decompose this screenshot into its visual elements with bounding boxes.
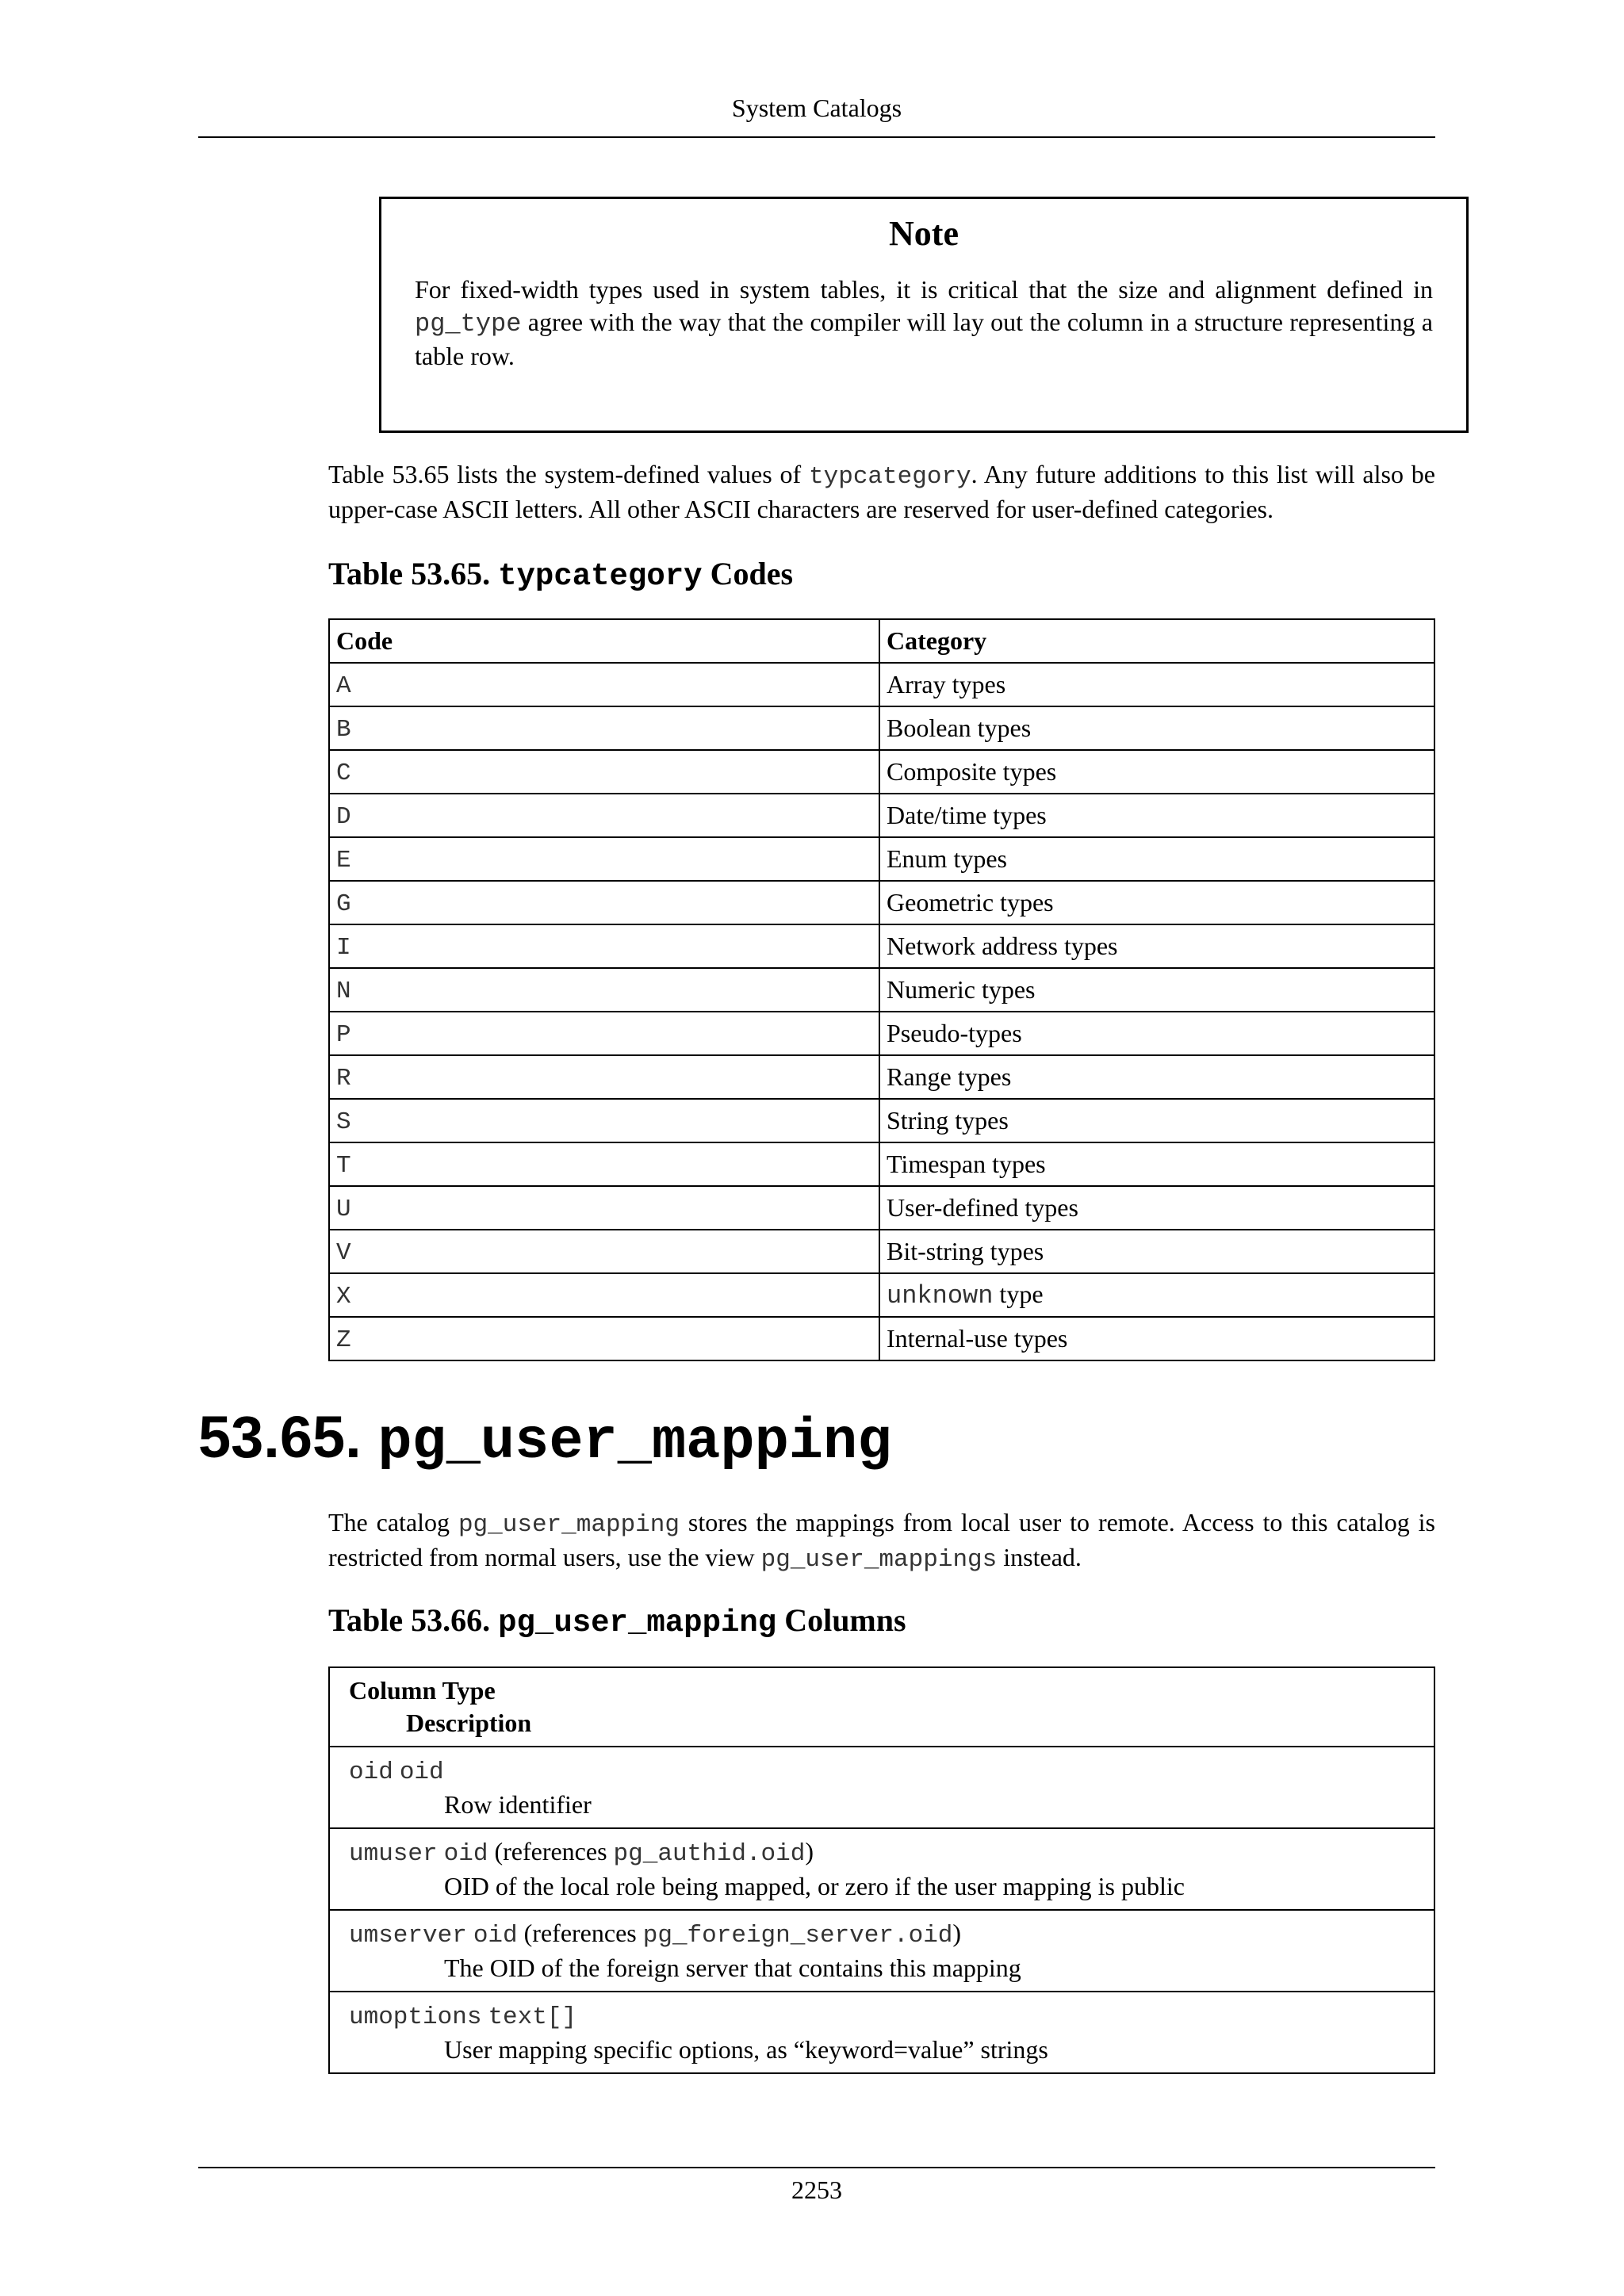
codes-table-header-row: [329, 619, 1434, 663]
note-title: Note: [889, 214, 959, 253]
column-entry-cell: [329, 1828, 1434, 1910]
code-cell: [329, 1186, 879, 1230]
category-value: User-defined types: [887, 1193, 1078, 1222]
category-value: Internal-use types: [887, 1324, 1068, 1353]
category-value: Composite types: [887, 757, 1057, 786]
table-row: [329, 750, 1434, 794]
note-inline-code: pg_type: [415, 309, 522, 339]
table-row: [329, 924, 1434, 968]
section-number: 53.65.: [198, 1404, 378, 1470]
caption-suffix: Columns: [776, 1602, 906, 1638]
columns-table-body: [329, 1747, 1434, 2073]
category-value: Timespan types: [887, 1150, 1046, 1178]
code-value: N: [336, 978, 351, 1005]
category-cell: [879, 881, 1434, 924]
running-header: System Catalogs: [731, 94, 902, 122]
caption-code: typcategory: [498, 559, 703, 594]
category-cell: [879, 837, 1434, 881]
table-row: [329, 1142, 1434, 1186]
intro-text-part: Table 53.65 lists the system-defined values of: [328, 460, 810, 488]
column-signature: [349, 1754, 1415, 1789]
codes-table-body: [329, 663, 1434, 1360]
column-name: umoptions: [349, 2003, 482, 2031]
category-cell: [879, 750, 1434, 794]
category-cell: [879, 1186, 1434, 1230]
code-value: I: [336, 934, 351, 962]
table-row: [329, 1992, 1434, 2073]
table-row: [329, 881, 1434, 924]
code-value: C: [336, 760, 351, 787]
section-title: [198, 1403, 891, 1475]
column-signature: [349, 1835, 1415, 1870]
code-value: R: [336, 1065, 351, 1093]
column-type: text[]: [488, 2003, 577, 2031]
category-cell: [879, 1230, 1434, 1273]
code-cell: [329, 1273, 879, 1317]
table-row: [329, 1910, 1434, 1992]
table-row: [329, 706, 1434, 750]
section-name: pg_user_mapping: [377, 1410, 892, 1475]
code-value: B: [336, 716, 351, 744]
table-row: [329, 1099, 1434, 1142]
category-value: Numeric types: [887, 975, 1036, 1004]
category-value: Date/time types: [887, 801, 1047, 829]
table-row: [329, 1747, 1434, 1828]
column-description: Row identifier: [444, 1790, 592, 1819]
section-text-part: instead.: [997, 1543, 1082, 1571]
code-cell: [329, 1012, 879, 1055]
column-name: oid: [349, 1758, 393, 1786]
category-value: Range types: [887, 1062, 1012, 1091]
code-cell: [329, 837, 879, 881]
page-number: 2253: [791, 2175, 842, 2204]
code-value: G: [336, 890, 351, 918]
reference-text: (references: [517, 1919, 643, 1947]
code-cell: [329, 1055, 879, 1099]
table-row: [329, 1230, 1434, 1273]
code-value: U: [336, 1196, 351, 1223]
note-box: [379, 197, 1469, 433]
column-description: The OID of the foreign server that contains this mapping: [444, 1954, 1021, 1982]
category-cell: [879, 663, 1434, 706]
category-value: type: [993, 1280, 1044, 1308]
section-paragraph: [328, 1506, 1435, 1576]
header-rule: [198, 136, 1435, 138]
table-row: [329, 1317, 1434, 1360]
code-value: E: [336, 847, 351, 874]
code-value: P: [336, 1021, 351, 1049]
intro-paragraph: [328, 458, 1435, 526]
codes-table-caption: [328, 555, 793, 594]
category-value: Array types: [887, 670, 1006, 698]
column-type: oid: [399, 1758, 444, 1786]
columns-table: [328, 1667, 1435, 2074]
code-value: Z: [336, 1326, 351, 1354]
table-row: [329, 794, 1434, 837]
reference-target: pg_authid.oid: [613, 1840, 806, 1868]
category-cell: [879, 794, 1434, 837]
table-row: [329, 1828, 1434, 1910]
column-description: OID of the local role being mapped, or zero if the user mapping is public: [444, 1872, 1185, 1900]
column-entry-cell: [329, 1992, 1434, 2073]
note-text-part: For fixed-width types used in system tables, it is critical that the size and alignment defined in: [415, 275, 1433, 304]
caption-code: pg_user_mapping: [498, 1605, 777, 1640]
category-value: Enum types: [887, 844, 1007, 873]
column-signature: [349, 1917, 1415, 1952]
category-value: Bit-string types: [887, 1237, 1044, 1265]
code-cell: [329, 881, 879, 924]
category-cell: [879, 1012, 1434, 1055]
table-row: [329, 1055, 1434, 1099]
table-row: [329, 1186, 1434, 1230]
section-text-part: The catalog: [328, 1508, 458, 1536]
table-row: [329, 837, 1434, 881]
caption-suffix: Codes: [702, 556, 794, 591]
reference-text: ): [952, 1919, 962, 1947]
category-inline-code: unknown: [887, 1281, 994, 1311]
code-value: V: [336, 1239, 351, 1267]
column-signature: [349, 1999, 1415, 2034]
table-row: [329, 968, 1434, 1012]
columns-table-header-row: [329, 1667, 1434, 1747]
column-name: umserver: [349, 1922, 467, 1950]
column-description: User mapping specific options, as “keyword=value” strings: [444, 2035, 1048, 2064]
code-cell: [329, 1317, 879, 1360]
section-inline-code: pg_user_mapping: [458, 1511, 680, 1539]
code-value: S: [336, 1108, 351, 1136]
category-value: Geometric types: [887, 888, 1054, 916]
code-cell: [329, 706, 879, 750]
category-value: String types: [887, 1106, 1009, 1135]
category-cell: [879, 706, 1434, 750]
header-column-type: Column Type: [349, 1676, 496, 1705]
column-header-code: Code: [329, 619, 879, 663]
category-value: Boolean types: [887, 714, 1032, 742]
codes-table: [328, 618, 1435, 1361]
category-cell: [879, 1055, 1434, 1099]
intro-inline-code: typcategory: [809, 463, 971, 491]
code-cell: [329, 1142, 879, 1186]
footer-rule: [198, 2167, 1435, 2168]
code-cell: [329, 924, 879, 968]
table-row: [329, 663, 1434, 706]
column-type: oid: [473, 1922, 518, 1950]
column-type: oid: [443, 1840, 488, 1868]
code-cell: [329, 1230, 879, 1273]
code-value: X: [336, 1283, 351, 1311]
code-value: D: [336, 803, 351, 831]
code-cell: [329, 663, 879, 706]
code-cell: [329, 794, 879, 837]
note-text: [415, 274, 1433, 373]
category-value: Network address types: [887, 932, 1118, 960]
code-cell: [329, 1099, 879, 1142]
code-cell: [329, 750, 879, 794]
category-cell: [879, 1317, 1434, 1360]
column-name: umuser: [349, 1840, 438, 1868]
reference-text: (references: [488, 1837, 614, 1866]
category-cell: [879, 1273, 1434, 1317]
header-description: Description: [406, 1709, 532, 1737]
caption-prefix: Table 53.65.: [328, 556, 499, 591]
section-text-part: stores the mappings from local user to remote. Access to this catalog is restricted from normal users, use the view: [328, 1508, 1436, 1571]
code-value: A: [336, 672, 351, 700]
caption-prefix: Table 53.66.: [328, 1602, 499, 1638]
columns-table-header-cell: [329, 1667, 1434, 1747]
column-header-category: Category: [879, 619, 1434, 663]
column-entry-cell: [329, 1747, 1434, 1828]
category-cell: [879, 924, 1434, 968]
table-row: [329, 1012, 1434, 1055]
category-cell: [879, 968, 1434, 1012]
reference-text: ): [805, 1837, 814, 1866]
code-value: T: [336, 1152, 351, 1180]
category-value: Pseudo-types: [887, 1019, 1022, 1047]
code-cell: [329, 968, 879, 1012]
intro-text-part: . Any future additions to this list will also be upper-case ASCII letters. All other ASCII characters are reserved for user-defined categories.: [328, 460, 1436, 523]
column-entry-cell: [329, 1910, 1434, 1992]
category-cell: [879, 1099, 1434, 1142]
note-text-part: agree with the way that the compiler will lay out the column in a structure representing a table row.: [415, 308, 1433, 371]
section-inline-code: pg_user_mappings: [760, 1546, 998, 1574]
columns-table-caption: [328, 1601, 906, 1640]
reference-target: pg_foreign_server.oid: [642, 1922, 953, 1950]
table-row: [329, 1273, 1434, 1317]
category-cell: [879, 1142, 1434, 1186]
